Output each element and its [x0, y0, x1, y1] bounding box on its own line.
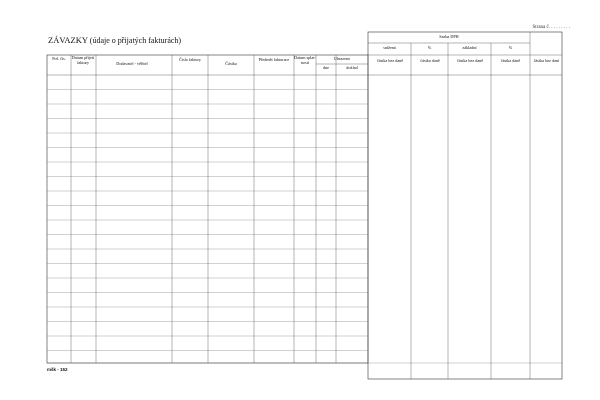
col-header-datum-prijeti: Datum přijetí faktury	[71, 55, 95, 65]
col-header-uhrazeno-doklad: doklad	[346, 65, 358, 70]
col-header-snizena-pct: %	[427, 45, 432, 50]
col-header-castka-bez-dani: částka bez daní	[533, 58, 560, 63]
page-number-label: Strana č. . . . . . . . .	[532, 25, 570, 30]
col-header-castka-dane-1: částka daně	[420, 58, 440, 63]
form-title-sub: (údaje o přijatých fakturách)	[89, 36, 182, 45]
main-table-border	[47, 55, 368, 363]
col-header-castka-bez-dane-2: částka bez daně	[456, 58, 484, 63]
col-header-uhrazeno-dne: dne	[322, 65, 330, 70]
vat-section-border	[368, 32, 562, 379]
col-header-castka-bez-dane-1: částka bez daně	[376, 58, 404, 63]
col-header-zakladni-pct: %	[508, 45, 513, 50]
col-header-castka-dane-2: částka daně	[500, 58, 521, 63]
col-header-cislo-faktury: Číslo faktury	[179, 57, 201, 62]
col-header-datum-splatnosti: Datum splat- nosti	[294, 55, 316, 65]
col-header-uhrazeno: Uhrazeno	[333, 56, 351, 61]
col-header-predmet: Předmět fakturace	[258, 57, 290, 62]
col-header-castka: Částka	[225, 61, 237, 66]
form-code: mšk - 152	[47, 367, 68, 372]
col-header-por-cislo: Poř. čís.	[52, 56, 66, 61]
col-header-zakladni: základní	[462, 45, 477, 50]
col-header-sazba-dph: Sazba DPH	[439, 34, 459, 39]
col-header-dodavatel: Dodavatel - věřitel	[116, 61, 148, 66]
form-title-main: ZÁVAZKY	[48, 35, 88, 45]
col-header-snizena: snížená	[383, 45, 396, 50]
